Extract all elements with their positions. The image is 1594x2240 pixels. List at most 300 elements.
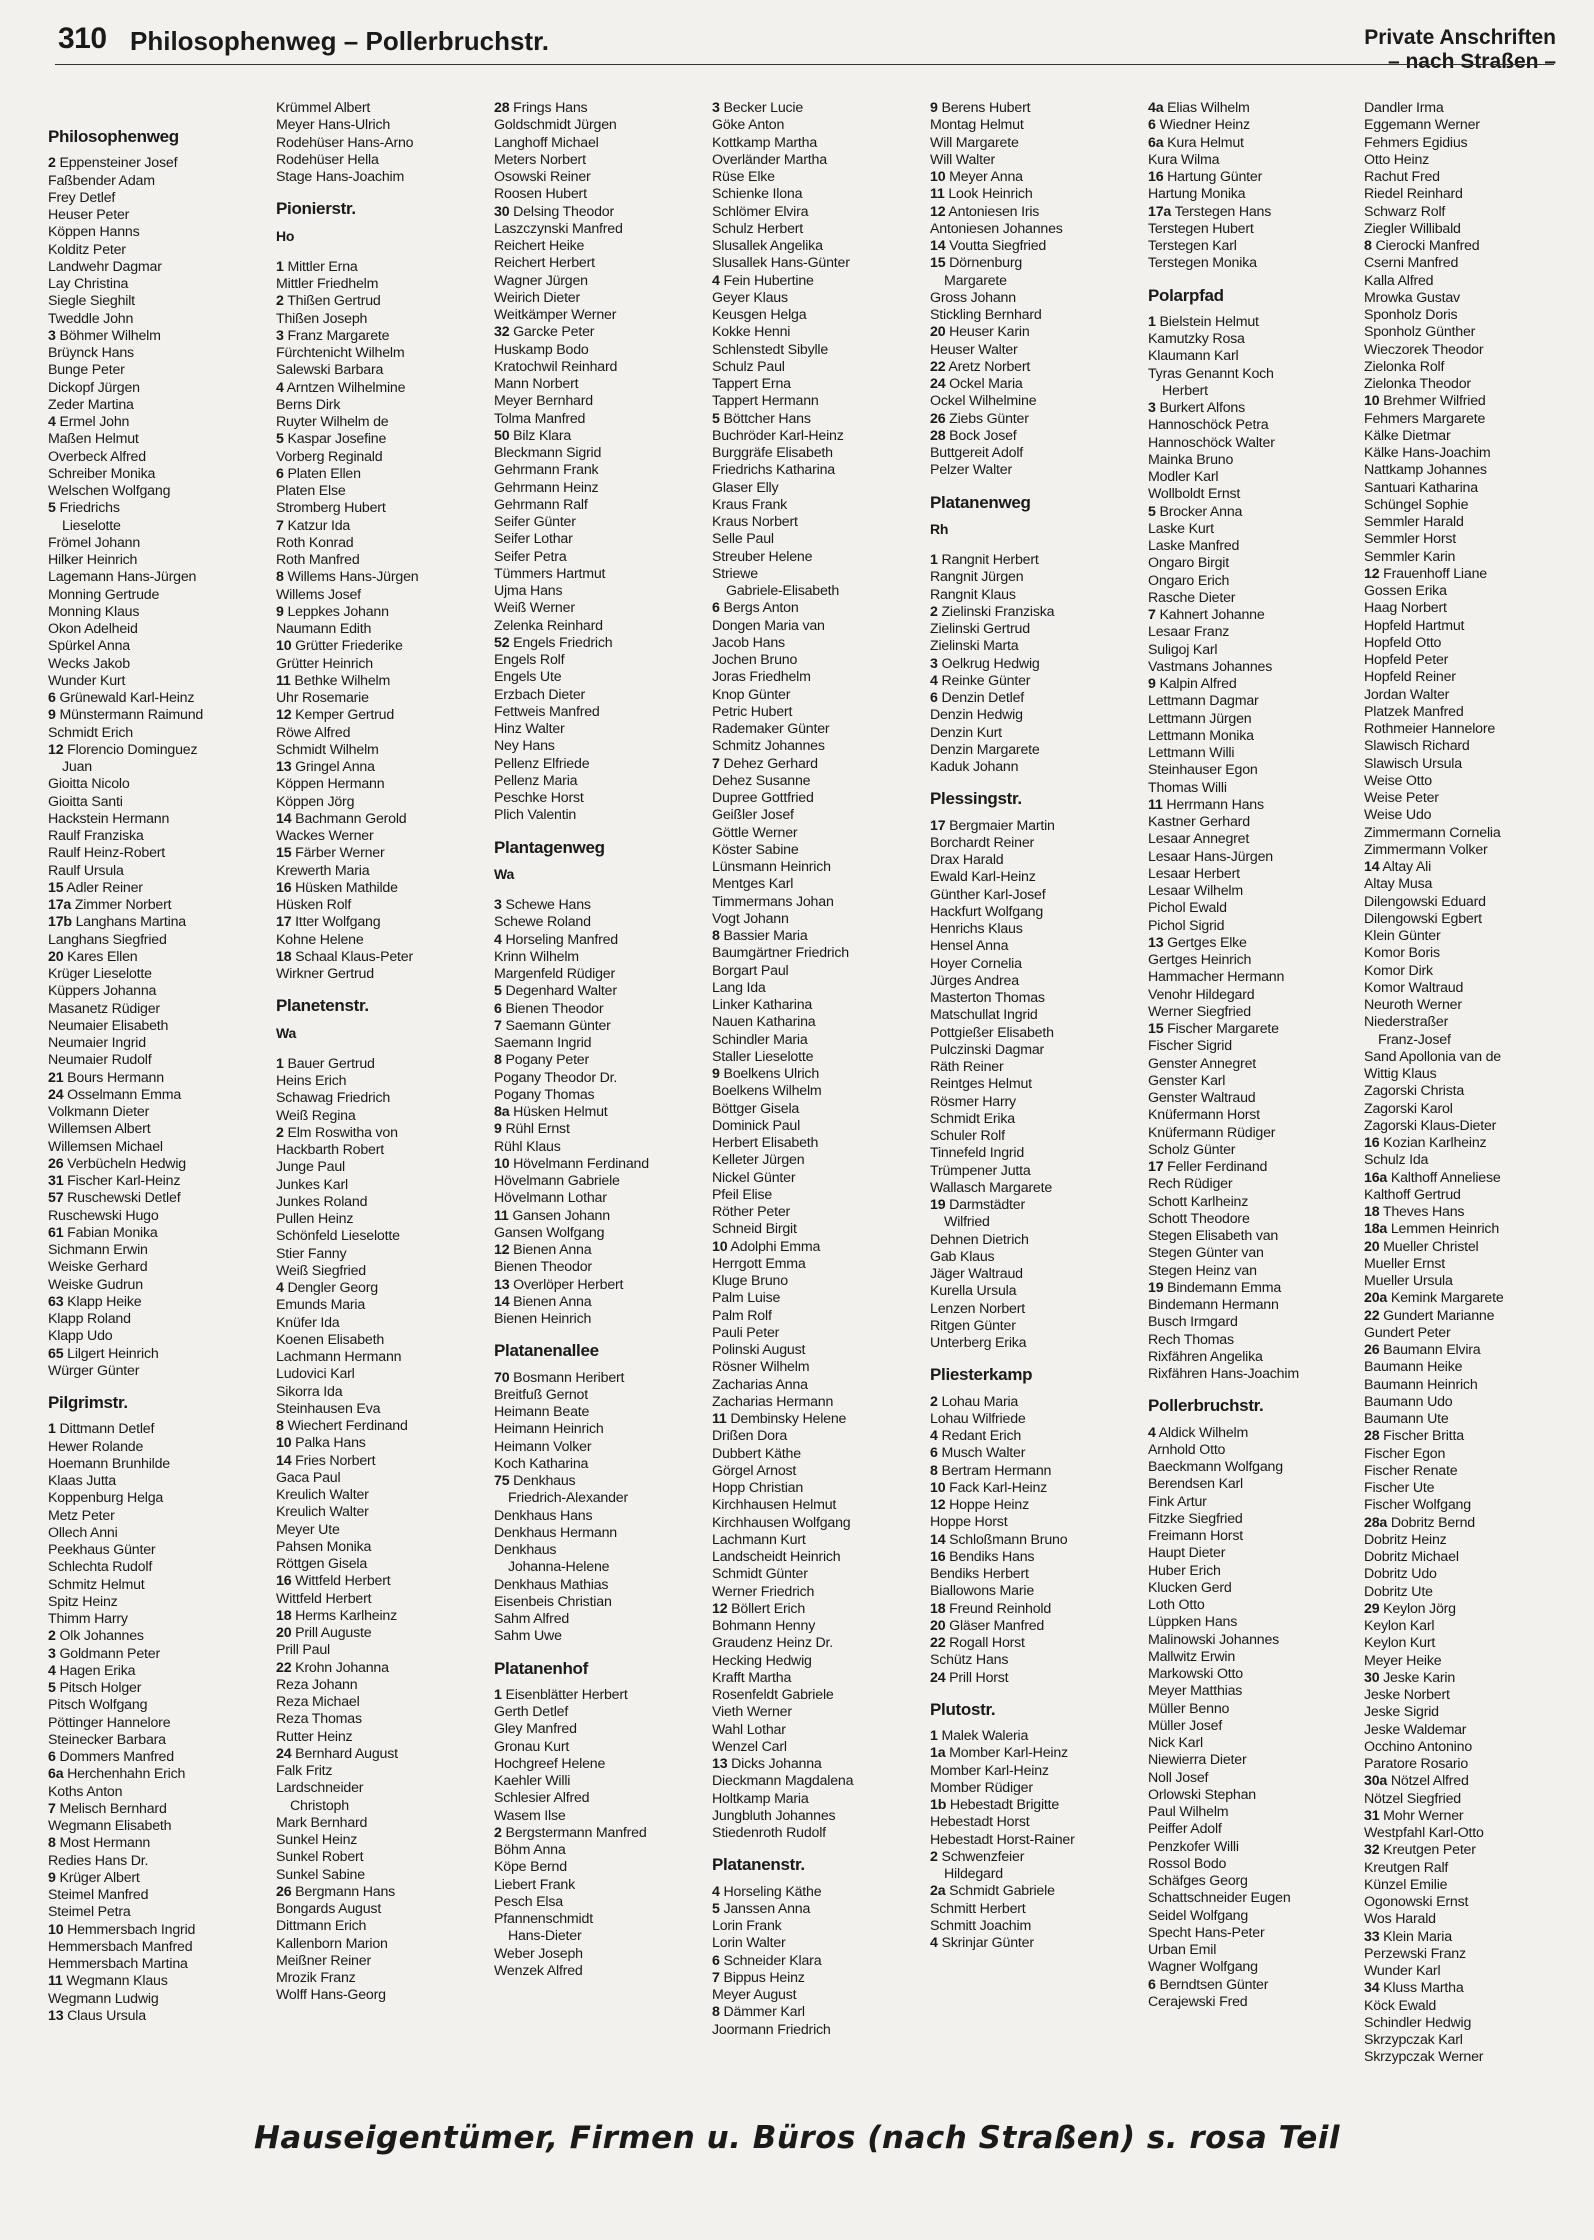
resident-entry xyxy=(276,1522,481,1539)
house-number: 20a xyxy=(1364,1290,1388,1307)
resident-entry xyxy=(712,1377,917,1394)
resident-name: Berendsen Karl xyxy=(1148,1476,1243,1493)
resident-entry xyxy=(712,687,917,704)
resident-name: Lardschneider xyxy=(276,1780,364,1797)
house-number: 16 xyxy=(276,879,292,896)
resident-name: Bongards August xyxy=(276,1901,382,1917)
house-number: 9 xyxy=(1148,676,1156,692)
resident-entry xyxy=(1364,1049,1569,1066)
resident-entry xyxy=(276,1642,481,1659)
resident-name: Gehrmann Heinz xyxy=(494,479,599,496)
resident-name: Kaduk Johann xyxy=(930,759,1019,775)
house-number: 4 xyxy=(48,414,56,430)
resident-entry xyxy=(48,1328,253,1345)
resident-name: Müller Benno xyxy=(1148,1700,1230,1717)
resident-name: Schäfges Georg xyxy=(1148,1873,1248,1889)
resident-name: Welschen Wolfgang xyxy=(48,483,171,499)
resident-entry xyxy=(494,1473,699,1490)
resident-name: Fettweis Manfred xyxy=(494,703,600,720)
resident-entry xyxy=(276,1470,481,1487)
resident-name: Spürkel Anna xyxy=(48,638,130,655)
resident-entry xyxy=(276,328,481,345)
resident-entry xyxy=(494,566,699,583)
resident-name: Fischer Margarete xyxy=(1167,1021,1279,1037)
resident-name: Günther Karl-Josef xyxy=(930,886,1046,903)
house-number: 14 xyxy=(276,810,292,827)
resident-name: Krüger Lieselotte xyxy=(48,966,152,982)
resident-entry xyxy=(494,1277,699,1294)
street-heading: Platanenweg xyxy=(930,492,1031,512)
resident-entry xyxy=(712,1187,917,1204)
resident-entry xyxy=(930,938,1135,955)
resident-entry xyxy=(930,707,1135,724)
house-number: 3 xyxy=(48,1645,56,1662)
resident-entry xyxy=(494,514,699,531)
resident-entry xyxy=(930,238,1135,255)
page-number: 310 xyxy=(58,22,107,55)
resident-entry xyxy=(1148,797,1353,814)
resident-name: Kalthoff Anneliese xyxy=(1390,1169,1501,1186)
resident-entry xyxy=(494,1611,699,1628)
resident-entry xyxy=(494,1070,699,1087)
resident-entry xyxy=(494,966,699,983)
resident-entry xyxy=(1148,1580,1353,1597)
house-number: 5 xyxy=(48,1680,56,1696)
resident-name: Zimmer Norbert xyxy=(74,897,172,913)
resident-name: Baumann Elvira xyxy=(1383,1342,1481,1358)
resident-name: Linker Katharina xyxy=(712,997,813,1013)
resident-entry xyxy=(1364,1601,1569,1618)
resident-name: Engels Friedrich xyxy=(513,634,613,651)
resident-name: Hagen Erika xyxy=(59,1662,136,1679)
resident-name: Geyer Klaus xyxy=(712,289,788,306)
resident-entry xyxy=(712,1791,917,1808)
resident-name: Willems Hans-Jürgen xyxy=(287,569,419,586)
resident-entry xyxy=(494,669,699,686)
resident-entry xyxy=(276,1573,481,1590)
resident-entry xyxy=(276,673,481,690)
resident-name: Gerth Detlef xyxy=(494,1704,569,1720)
resident-entry xyxy=(712,790,917,807)
house-number: 11 xyxy=(1148,796,1163,813)
house-number: 10 xyxy=(48,1921,64,1938)
resident-name: Röttgen Gisela xyxy=(276,1556,368,1572)
resident-name: Weitkämper Werner xyxy=(494,307,617,323)
resident-name: Engels Ute xyxy=(494,669,562,686)
resident-entry xyxy=(494,1773,699,1790)
resident-entry xyxy=(1364,876,1569,893)
resident-entry xyxy=(494,914,699,931)
resident-entry xyxy=(48,690,253,707)
resident-name: Skrzypczak Karl xyxy=(1364,2032,1463,2048)
resident-entry xyxy=(48,1973,253,1990)
resident-name: Nick Karl xyxy=(1148,1735,1203,1751)
resident-entry xyxy=(1364,1687,1569,1704)
resident-entry xyxy=(712,342,917,359)
house-number: 9 xyxy=(48,1869,56,1886)
resident-name: Nötzel Siegfried xyxy=(1364,1790,1461,1807)
resident-name: Schreiber Monika xyxy=(48,465,156,482)
resident-name: Hannoschöck Walter xyxy=(1148,434,1275,451)
resident-name: Pottgießer Elisabeth xyxy=(930,1024,1054,1041)
resident-entry xyxy=(1148,659,1353,676)
resident-name: Dämmer Karl xyxy=(723,2004,805,2021)
resident-entry xyxy=(930,1232,1135,1249)
resident-entry xyxy=(494,618,699,635)
resident-name: Sikorra Ida xyxy=(276,1383,343,1400)
resident-entry xyxy=(276,569,481,586)
resident-entry xyxy=(1148,1666,1353,1683)
street-heading: Philosophenweg xyxy=(48,127,179,146)
resident-name: Lettmann Willi xyxy=(1148,745,1235,761)
resident-name: Ney Hans xyxy=(494,738,555,755)
resident-entry xyxy=(1364,945,1569,962)
resident-name: Vorberg Reginald xyxy=(276,448,383,465)
house-number: 26 xyxy=(930,410,946,427)
resident-entry xyxy=(48,1646,253,1663)
house-number: 4 xyxy=(276,379,284,396)
resident-entry xyxy=(712,1049,917,1066)
resident-name: Thimm Harry xyxy=(48,1611,128,1627)
resident-entry xyxy=(48,983,253,1000)
resident-name: Franz-Josef xyxy=(1378,1031,1451,1048)
resident-entry xyxy=(276,1177,481,1194)
resident-name: Cerajewski Fred xyxy=(1148,1993,1248,2010)
resident-entry xyxy=(276,966,481,983)
resident-name: Mueller Ernst xyxy=(1364,1255,1445,1272)
resident-name: Schmidt Günter xyxy=(712,1566,808,1583)
house-number: 1b xyxy=(930,1797,947,1813)
resident-entry xyxy=(712,428,917,445)
house-number: 7 xyxy=(712,1969,720,1986)
house-number: 70 xyxy=(494,1369,510,1386)
resident-entry xyxy=(712,1935,917,1952)
resident-entry xyxy=(712,842,917,859)
resident-name: Becker Lucie xyxy=(723,100,804,116)
resident-name: Dieckmann Magdalena xyxy=(712,1773,854,1790)
resident-entry xyxy=(930,1480,1135,1497)
resident-name: Kraus Norbert xyxy=(712,514,798,530)
resident-name: Lagemann Hans-Jürgen xyxy=(48,569,197,586)
resident-entry xyxy=(930,921,1135,938)
resident-entry xyxy=(494,255,699,272)
resident-name: Steinhauser Egon xyxy=(1148,762,1258,779)
resident-name: Haag Norbert xyxy=(1364,600,1447,617)
resident-name: Weise Peter xyxy=(1364,790,1439,806)
resident-entry xyxy=(930,673,1135,690)
house-number: 4 xyxy=(276,1280,284,1296)
resident-name: Böhm Anna xyxy=(494,1842,566,1858)
resident-name: Wunder Kurt xyxy=(48,672,126,689)
resident-entry xyxy=(712,652,917,669)
resident-entry xyxy=(930,1180,1135,1197)
resident-name: Momber Karl-Heinz xyxy=(949,1745,1068,1762)
resident-name: Reintges Helmut xyxy=(930,1076,1032,1093)
resident-entry xyxy=(48,621,253,638)
resident-entry xyxy=(48,1001,253,1018)
resident-entry xyxy=(930,290,1135,307)
resident-name: Bindemann Emma xyxy=(1167,1279,1282,1296)
resident-entry xyxy=(494,273,699,290)
resident-name: Reichert Herbert xyxy=(494,255,595,272)
resident-entry xyxy=(1364,2049,1569,2066)
house-number: 12 xyxy=(494,1242,510,1258)
resident-name: Skrinjar Günter xyxy=(941,1935,1034,1951)
resident-name: Hoemann Brunhilde xyxy=(48,1455,171,1472)
house-number: 17a xyxy=(48,897,72,913)
house-number: 8 xyxy=(1364,238,1372,254)
resident-name: Raulf Franziska xyxy=(48,828,144,844)
resident-entry xyxy=(276,1211,481,1228)
resident-name: Kraus Frank xyxy=(712,496,788,513)
resident-name: Dickopf Jürgen xyxy=(48,379,140,396)
resident-name: Dobritz Michael xyxy=(1364,1549,1459,1565)
resident-entry xyxy=(1148,711,1353,728)
resident-name: Raulf Heinz-Robert xyxy=(48,845,166,862)
resident-name: Weber Joseph xyxy=(494,1945,583,1962)
resident-entry xyxy=(1364,997,1569,1014)
resident-name: Burkert Alfons xyxy=(1159,400,1245,416)
house-number: 11 xyxy=(494,1207,509,1224)
resident-name: Genster Karl xyxy=(1148,1072,1226,1089)
resident-name: Bendiks Hans xyxy=(949,1548,1035,1565)
resident-name: Grünewald Karl-Heinz xyxy=(59,690,195,706)
resident-entry xyxy=(1148,1735,1353,1752)
resident-entry xyxy=(494,1387,699,1404)
resident-entry xyxy=(712,756,917,773)
resident-name: Gross Johann xyxy=(930,289,1016,306)
resident-name: Lang Ida xyxy=(712,979,766,996)
resident-entry xyxy=(930,1335,1135,1352)
resident-name: Lettmann Monika xyxy=(1148,727,1254,744)
resident-entry xyxy=(494,1963,699,1980)
resident-entry xyxy=(48,1242,253,1259)
resident-entry xyxy=(1148,221,1353,238)
resident-entry xyxy=(1148,1442,1353,1459)
resident-name: Denkhaus Hans xyxy=(494,1507,593,1524)
resident-entry xyxy=(48,1922,253,1939)
resident-name: Tappert Hermann xyxy=(712,393,819,410)
resident-name: Bock Josef xyxy=(949,427,1017,444)
resident-entry xyxy=(1364,290,1569,307)
resident-name: Reichert Heike xyxy=(494,238,585,254)
directory-column xyxy=(48,100,253,2102)
resident-entry xyxy=(276,863,481,880)
resident-entry xyxy=(1148,676,1353,693)
resident-entry xyxy=(1148,1125,1353,1142)
resident-name: Wirkner Gertrud xyxy=(276,966,374,982)
resident-name: Ockel Wilhelmine xyxy=(930,393,1037,410)
resident-name: Langhoff Michael xyxy=(494,134,599,151)
resident-entry xyxy=(276,1694,481,1711)
resident-name: Holtkamp Maria xyxy=(712,1790,809,1807)
house-number: 13 xyxy=(276,759,292,775)
resident-entry xyxy=(494,531,699,548)
resident-name: Lettmann Dagmar xyxy=(1148,693,1259,710)
resident-entry xyxy=(276,1246,481,1263)
resident-name: Garcke Peter xyxy=(513,324,595,341)
resident-name: Terstegen Monika xyxy=(1148,255,1257,272)
resident-entry xyxy=(48,1818,253,1835)
resident-name: Zelenka Reinhard xyxy=(494,617,603,634)
resident-name: Horseling Manfred xyxy=(505,931,618,948)
house-number: 6 xyxy=(1148,117,1156,134)
resident-name: Fack Karl-Heinz xyxy=(949,1479,1048,1496)
resident-name: Laske Manfred xyxy=(1148,538,1240,554)
house-number: 9 xyxy=(930,100,938,116)
resident-name: Dongen Maria van xyxy=(712,617,825,634)
resident-entry xyxy=(48,1853,253,1870)
resident-entry xyxy=(1364,1515,1569,1532)
resident-entry xyxy=(1148,1597,1353,1614)
resident-name: Neuroth Werner xyxy=(1364,997,1462,1013)
resident-name: Rossol Bodo xyxy=(1148,1855,1227,1872)
house-number: 14 xyxy=(930,1531,946,1548)
house-number: 6 xyxy=(276,465,284,482)
resident-entry xyxy=(48,707,253,724)
house-number: 26 xyxy=(1364,1342,1380,1358)
resident-entry xyxy=(48,552,253,569)
resident-name: Klaas Jutta xyxy=(48,1473,116,1489)
resident-entry xyxy=(1148,1159,1353,1176)
resident-entry xyxy=(1148,1107,1353,1124)
resident-entry xyxy=(494,1721,699,1738)
resident-entry xyxy=(276,1263,481,1280)
resident-entry xyxy=(712,1970,917,1987)
house-number: 18 xyxy=(930,1600,946,1617)
resident-name: Horseling Käthe xyxy=(723,1883,822,1900)
house-number: 6 xyxy=(48,690,56,706)
resident-entry xyxy=(712,549,917,566)
resident-entry xyxy=(494,1087,699,1104)
resident-name: Jeske Waldemar xyxy=(1364,1721,1467,1738)
resident-entry xyxy=(276,811,481,828)
resident-name: Olk Johannes xyxy=(59,1628,144,1645)
resident-name: Baumann Heike xyxy=(1364,1359,1463,1376)
house-number: 5 xyxy=(712,410,720,427)
house-number: 29 xyxy=(1364,1600,1380,1617)
resident-entry xyxy=(1148,1632,1353,1649)
resident-entry xyxy=(1148,1090,1353,1107)
resident-name: Schmidt Erika xyxy=(930,1110,1015,1127)
resident-entry xyxy=(930,1583,1135,1600)
resident-name: Faßbender Adam xyxy=(48,172,155,189)
resident-entry xyxy=(1364,1221,1569,1238)
resident-entry xyxy=(1148,831,1353,848)
resident-entry xyxy=(494,1173,699,1190)
resident-name: Fries Norbert xyxy=(295,1452,376,1469)
resident-entry xyxy=(1364,359,1569,376)
resident-entry xyxy=(48,759,253,776)
resident-entry xyxy=(1148,1683,1353,1700)
resident-name: Metz Peter xyxy=(48,1507,115,1524)
resident-entry xyxy=(1148,1821,1353,1838)
resident-entry xyxy=(1148,1701,1353,1718)
resident-entry xyxy=(48,1835,253,1852)
resident-name: Keylon Kurt xyxy=(1364,1635,1436,1652)
resident-name: Rothmeier Hannelore xyxy=(1364,721,1496,737)
resident-entry xyxy=(276,1608,481,1625)
resident-name: Ujma Hans xyxy=(494,583,563,599)
resident-entry xyxy=(494,756,699,773)
resident-entry xyxy=(48,1991,253,2008)
district-code: Wa xyxy=(276,1024,297,1041)
resident-name: Vastmans Johannes xyxy=(1148,658,1273,675)
house-number: 11 xyxy=(276,672,291,689)
resident-name: Petric Hubert xyxy=(712,703,793,720)
resident-name: Hopfeld Peter xyxy=(1364,652,1449,668)
resident-entry xyxy=(48,1697,253,1714)
house-number: 5 xyxy=(48,500,56,517)
resident-name: Musch Walter xyxy=(941,1445,1026,1462)
resident-name: Neumaier Ingrid xyxy=(48,1035,146,1051)
resident-entry xyxy=(494,1894,699,1911)
resident-name: Dommers Manfred xyxy=(59,1749,174,1765)
resident-name: Masanetz Rüdiger xyxy=(48,1000,160,1017)
resident-name: Ritgen Günter xyxy=(930,1317,1016,1334)
resident-entry xyxy=(930,569,1135,586)
resident-name: Hoppe Heinz xyxy=(949,1497,1029,1513)
house-number: 6a xyxy=(48,1766,64,1783)
resident-entry xyxy=(1364,807,1569,824)
resident-name: Knop Günter xyxy=(712,686,791,703)
resident-name: Laske Kurt xyxy=(1148,520,1214,537)
resident-entry xyxy=(1148,590,1353,607)
resident-entry xyxy=(276,152,481,169)
resident-entry xyxy=(48,1259,253,1276)
resident-entry xyxy=(276,1332,481,1349)
resident-name: Saemann Günter xyxy=(505,1017,611,1034)
resident-name: Bienen Anna xyxy=(513,1293,592,1310)
resident-entry xyxy=(1364,687,1569,704)
resident-name: Prill Paul xyxy=(276,1642,330,1659)
house-number: 1 xyxy=(494,1686,502,1703)
resident-name: Reza Michael xyxy=(276,1694,360,1710)
resident-entry xyxy=(1364,1463,1569,1480)
resident-name: Wagner Jürgen xyxy=(494,272,588,289)
resident-name: Heins Erich xyxy=(276,1073,347,1089)
resident-name: Nauen Katharina xyxy=(712,1014,816,1031)
resident-entry xyxy=(930,1214,1135,1231)
resident-name: Vieth Werner xyxy=(712,1704,792,1721)
resident-name: Scholz Günter xyxy=(1148,1141,1236,1158)
resident-entry xyxy=(712,583,917,600)
resident-entry xyxy=(712,307,917,324)
house-number: 2 xyxy=(276,293,284,310)
resident-entry xyxy=(1148,486,1353,503)
resident-name: Hoyer Cornelia xyxy=(930,955,1022,972)
house-number: 13 xyxy=(1148,934,1164,951)
resident-entry xyxy=(494,324,699,341)
resident-entry xyxy=(1364,1791,1569,1808)
resident-entry xyxy=(1364,462,1569,479)
house-number: 5 xyxy=(494,983,502,1000)
resident-name: Lorin Frank xyxy=(712,1918,782,1934)
house-number: 6 xyxy=(48,1749,56,1765)
resident-entry xyxy=(494,1052,699,1069)
resident-name: Pöttinger Hannelore xyxy=(48,1714,171,1731)
resident-name: Lettmann Jürgen xyxy=(1148,710,1252,727)
resident-entry xyxy=(712,169,917,186)
resident-entry xyxy=(494,1439,699,1456)
resident-entry xyxy=(494,100,699,117)
resident-name: Jürges Andrea xyxy=(930,972,1019,989)
resident-name: Böllert Erich xyxy=(731,1600,806,1617)
resident-entry xyxy=(48,1870,253,1887)
resident-entry xyxy=(1364,497,1569,514)
resident-name: Fischer Karl-Heinz xyxy=(67,1173,181,1189)
resident-entry xyxy=(930,1918,1135,1935)
